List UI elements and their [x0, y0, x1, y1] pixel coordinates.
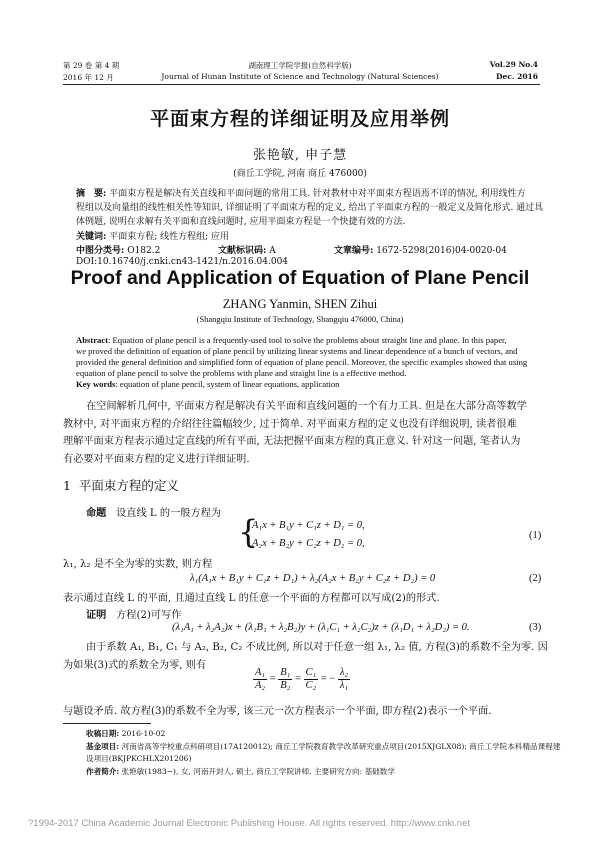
clc-number: 中图分类号: O182.2	[76, 246, 161, 256]
header-date: 2016 年 12 月	[63, 73, 114, 82]
copyright-watermark: ?1994-2017 China Academic Journal Electronic Publishing House. All rights reserved. http://www.cnki.net	[28, 818, 470, 829]
title-en: Proof and Application of Equation of Plane Pencil	[70, 267, 530, 289]
header-journal-cn: 湖南理工学院学报(自然科学版)	[248, 61, 352, 70]
abstract-en-line1: Abstract: Equation of plane pencil is a frequently-used tool to solve the problems about straight line and plane. In this paper,	[76, 335, 507, 345]
footnote-fund: 基金项目: 河南省高等学校重点科研项目(17A120012); 商丘工学院教育教学改革研究重点项目(2015XJGLX08); 商丘工学院本科精品课程建	[86, 742, 561, 751]
authors-cn: 张艳敏, 申子慧	[252, 148, 348, 163]
keywords-en: Key words: equation of plane pencil, system of linear equations, application	[76, 379, 340, 389]
document-code: 文献标识码: A	[218, 246, 276, 256]
intro-line4: 有必要对平面束方程的定义进行详细证明.	[63, 454, 250, 465]
abstract-cn-line2: 程组以及向量组的线性相关性等知识, 详细证明了平面束方程的定义, 给出了平面束方程的一般定义及简化形式. 通过具	[76, 203, 544, 213]
article-number: 文章编号: 1672-5298(2016)04-0020-04	[334, 246, 507, 256]
footnote-rule	[63, 723, 151, 724]
authors-en: ZHANG Yanmin, SHEN Zihui	[222, 297, 378, 311]
header-volume: 第 29 卷 第 4 期	[63, 61, 120, 70]
affiliation-en: (Shangqiu Institute of Technology, Shangqiu 476000, China)	[196, 314, 404, 324]
eq2-description: 表示通过直线 L 的平面, 且通过直线 L 的任意一个平面的方程都可以写成(2)的形式.	[63, 593, 440, 604]
eq3: (λ₁A₁ + λ₂A₂)x + (λ₁B₁ + λ₂B₂)y + (λ₁C₁ + λ₂C₂)z + (λ₁D₁ + λ₂D₂) = 0.	[172, 622, 470, 633]
abstract-en-line2: we proved the definition of equation of plane pencil by utilizing linear systems and linear dependence of a bunch of vectors, and	[76, 346, 518, 356]
affiliation-cn: (商丘工学院, 河南 商丘 476000)	[233, 169, 367, 179]
abstract-en-label: Abstract	[76, 335, 108, 345]
eq1-line1: A₁x + B₁y + C₁z + D₁ = 0,	[252, 520, 365, 531]
ratio-fraction-lambda: $\frac{\text{λ₂}}{\text{λ₁}}$	[339, 667, 349, 691]
footnote-fund-cont: 设项目(BKJPKCHLX201206)	[86, 754, 192, 763]
proposition: 命题 设直线 L 的一般方程为	[86, 507, 222, 519]
section-1-title: 平面束方程的定义	[78, 478, 179, 493]
header-vol-en: Vol.29 No.4	[489, 60, 538, 69]
keywords-cn: 关键词: 平面束方程; 线性方程组; 应用	[76, 232, 229, 242]
intro-line1: 在空间解析几何中, 平面束方程是解决有关平面和直线问题的一个有力工具. 但是在大部分高等数学	[86, 401, 527, 412]
eq3-number: (3)	[529, 622, 542, 633]
footnote-received: 收稿日期: 2016-10-02	[86, 729, 166, 738]
conclusion: 与题设矛盾. 故方程(3)的系数不全为零, 该三元一次方程表示一个平面, 即方程(2)表示一个平面.	[63, 706, 492, 717]
abstract-cn-line3: 体例题, 说明在求解有关平面和直线问题时, 应用平面束方程是一个快捷有效的方法.	[76, 217, 406, 227]
section-1-heading	[63, 476, 179, 494]
header-date-en: Dec. 2016	[496, 72, 538, 81]
proof-line2: 为如果(3)式的系数全为零, 则有	[63, 660, 207, 671]
ratio-equation: $\frac{\text{A₁}}{\text{A₂}}$ = $\frac{\text{B₁}}{\text{B₂}}$ = $\frac{\text{C₁}}{\text{C₂}}$ = − $\frac{\text{λ₂}}{\text{λ₁}}$	[255, 667, 349, 691]
intro-line3: 理解平面束方程表示通过定直线的所有平面, 无法把握平面束方程的真正意义. 针对这一问题, 笔者认为	[63, 436, 521, 447]
abstract-cn-label: 摘 要:	[76, 189, 107, 199]
keywords-cn-label: 关键词:	[76, 232, 107, 242]
title-cn: 平面束方程的详细证明及应用举例	[149, 108, 450, 130]
header-rule	[63, 84, 540, 85]
proof-line1: 由于系数 A₁, B₁, C₁ 与 A₂, B₂, C₂ 不成比例, 所以对于任意一组 λ₁, λ₂ 值, 方程(3)的系数不全为零. 因	[86, 642, 548, 653]
abstract-en-line3: provided the general definition and simplified form of equation of plane pencil. Moreover, the specific examples showed that using	[76, 357, 528, 367]
proof: 证明 方程(2)可写作	[86, 609, 182, 621]
header-journal-en: Journal of Hunan Institute of Science and Technology (Natural Sciences)	[161, 72, 439, 81]
proposition-label: 命题	[86, 507, 107, 519]
ratio-fraction-a: $\frac{\text{A₁}}{\text{A₂}}$	[255, 667, 266, 691]
brace-symbol: {	[238, 513, 259, 551]
doi: DOI:10.16740/j.cnki.cn43-1421/n.2016.04.004	[76, 257, 289, 267]
section-1-number: 1	[63, 478, 71, 493]
keywords-en-label: Key words	[76, 379, 116, 389]
abstract-en-line4: equation of plane pencil to solve the problems with plane and straight line is a effective method.	[76, 368, 407, 378]
footnote-author: 作者简介: 张艳敏(1983−), 女, 河南开封人, 硕士, 商丘工学院讲师. 主要研究方向: 基础数学	[86, 767, 395, 776]
intro-line2: 教材中, 对平面束方程的介绍往往篇幅较少, 过于简单. 对平面束方程的定义也没有详细说明, 读者很难	[63, 419, 517, 430]
eq1-line2: A₂x + B₂y + C₂z + D₂ = 0,	[252, 538, 365, 549]
proof-label: 证明	[86, 609, 107, 621]
abstract-cn-line1: 摘 要: 平面束方程是解决有关直线和平面问题的常用工具. 针对教材中对平面束方程语焉不详的情况, 利用线性方	[76, 189, 526, 199]
eq2-number: (2)	[529, 573, 542, 584]
ratio-fraction-b: $\frac{\text{B₁}}{\text{B₂}}$	[280, 667, 291, 691]
ratio-fraction-c: $\frac{\text{C₁}}{\text{C₂}}$	[305, 667, 317, 691]
eq2: λ₁(A₁x + B₁y + C₁z + D₁) + λ₂(A₂x + B₂y + C₂z + D₂) = 0	[190, 573, 436, 584]
lambda-statement: λ₁, λ₂ 是不全为零的实数, 则方程	[63, 559, 213, 570]
eq1-number: (1)	[529, 530, 542, 541]
